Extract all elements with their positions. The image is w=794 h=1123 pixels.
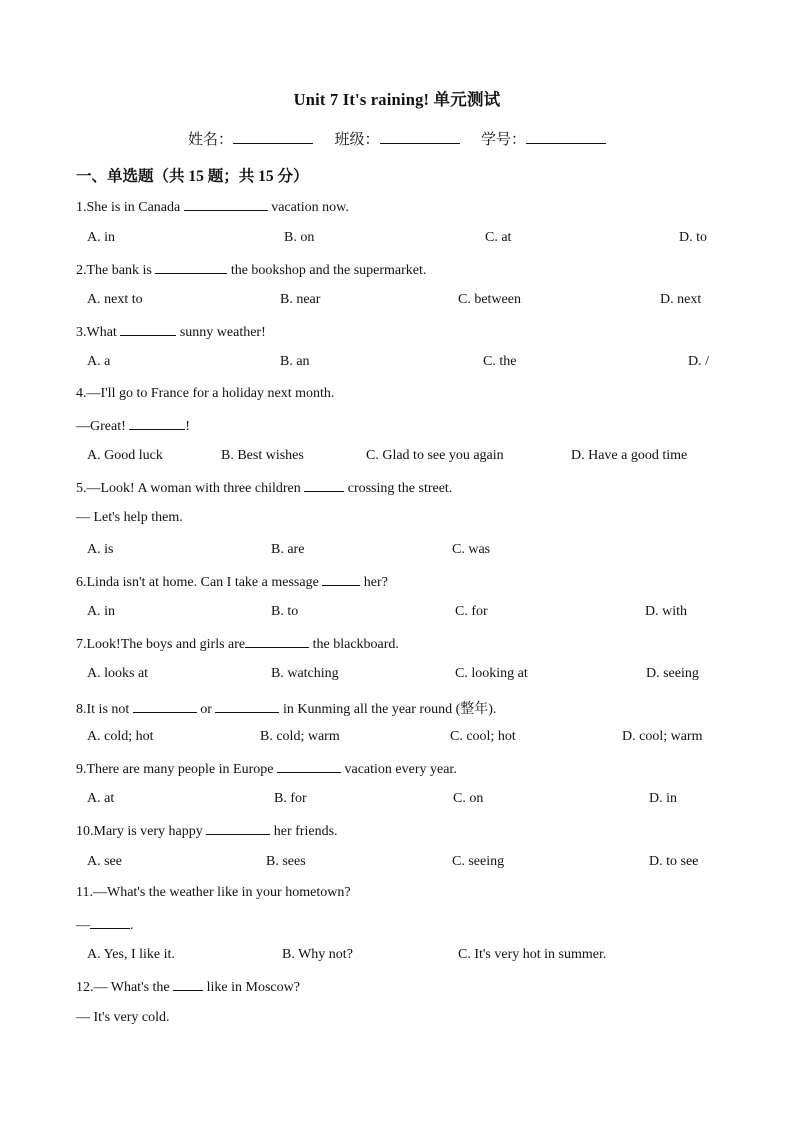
question-2-option-c[interactable]: C. between — [458, 292, 521, 307]
question-8-option-d[interactable]: D. cool; warm — [622, 729, 703, 744]
answer-blank[interactable] — [277, 760, 341, 773]
question-6-option-d[interactable]: D. with — [645, 604, 687, 619]
question-1-option-c[interactable]: C. at — [485, 230, 512, 245]
question-5-option-b[interactable]: B. are — [271, 542, 305, 557]
question-12-reply: — It's very cold. — [76, 1010, 170, 1025]
question-11-option-a[interactable]: A. Yes, I like it. — [87, 947, 175, 962]
question-9-stem: 9.There are many people in Europe vacation every year. — [76, 762, 457, 777]
question-7-option-b[interactable]: B. watching — [271, 666, 339, 681]
question-10-option-d[interactable]: D. to see — [649, 854, 699, 869]
question-2-option-a[interactable]: A. next to — [87, 292, 143, 307]
name-label: 姓名： — [188, 132, 234, 148]
question-1-stem: 1.She is in Canada vacation now. — [76, 200, 349, 215]
question-5-option-a[interactable]: A. is — [87, 542, 114, 557]
question-4-option-a[interactable]: A. Good luck — [87, 448, 163, 463]
page-title: Unit 7 It's raining! 单元测试 — [293, 90, 501, 109]
question-3-stem: 3.What sunny weather! — [76, 325, 266, 340]
question-8-stem: 8.It is not or in Kunming all the year round (整年). — [76, 702, 497, 717]
answer-blank[interactable] — [304, 479, 344, 492]
question-3-option-d[interactable]: D. / — [688, 354, 709, 369]
question-2-option-d[interactable]: D. next — [660, 292, 702, 307]
question-7-option-a[interactable]: A. looks at — [87, 666, 149, 681]
question-5-reply: — Let's help them. — [76, 510, 183, 525]
question-1-option-b[interactable]: B. on — [284, 230, 315, 245]
question-3-option-a[interactable]: A. a — [87, 354, 111, 369]
answer-blank[interactable] — [184, 198, 268, 211]
answer-blank[interactable] — [173, 978, 203, 991]
question-9-option-a[interactable]: A. at — [87, 791, 115, 806]
answer-blank[interactable] — [245, 635, 309, 648]
question-2-option-b[interactable]: B. near — [280, 292, 321, 307]
answer-blank[interactable] — [133, 700, 197, 713]
question-6-stem: 6.Linda isn't at home. Can I take a message her? — [76, 575, 388, 590]
number-label: 学号： — [481, 132, 527, 148]
question-4-option-c[interactable]: C. Glad to see you again — [366, 448, 504, 463]
question-12-stem: 12.— What's the like in Moscow? — [76, 980, 300, 995]
class-blank[interactable] — [380, 129, 460, 144]
answer-blank[interactable] — [129, 417, 185, 430]
question-11-option-b[interactable]: B. Why not? — [282, 947, 353, 962]
question-9-option-c[interactable]: C. on — [453, 791, 484, 806]
question-7-option-c[interactable]: C. looking at — [455, 666, 528, 681]
question-4-option-d[interactable]: D. Have a good time — [571, 448, 688, 463]
class-label: 班级： — [334, 132, 380, 148]
question-8-option-b[interactable]: B. cold; warm — [260, 729, 340, 744]
question-4-stem: 4.—I'll go to France for a holiday next month. — [76, 386, 335, 401]
question-6-option-b[interactable]: B. to — [271, 604, 299, 619]
question-11-reply: — . — [76, 918, 134, 933]
question-3-option-b[interactable]: B. an — [280, 354, 310, 369]
question-3-option-c[interactable]: C. the — [483, 354, 517, 369]
question-11-option-c[interactable]: C. It's very hot in summer. — [458, 947, 607, 962]
answer-blank[interactable] — [90, 916, 130, 929]
question-7-option-d[interactable]: D. seeing — [646, 666, 699, 681]
answer-blank[interactable] — [120, 323, 176, 336]
question-4-reply: —Great! ! — [76, 419, 190, 434]
section-title: 一、单选题（共 15 题；共 15 分） — [76, 168, 309, 185]
question-4-option-b[interactable]: B. Best wishes — [221, 448, 304, 463]
answer-blank[interactable] — [322, 573, 360, 586]
question-10-option-b[interactable]: B. sees — [266, 854, 306, 869]
answer-blank[interactable] — [155, 261, 227, 274]
question-11-stem: 11.—What's the weather like in your hometown? — [76, 885, 351, 900]
question-5-stem: 5.—Look! A woman with three children crossing the street. — [76, 481, 453, 496]
question-8-option-c[interactable]: C. cool; hot — [450, 729, 516, 744]
question-1-option-d[interactable]: D. to — [679, 230, 707, 245]
student-info-row — [188, 128, 606, 149]
question-8-option-a[interactable]: A. cold; hot — [87, 729, 154, 744]
answer-blank[interactable] — [206, 822, 270, 835]
question-10-option-a[interactable]: A. see — [87, 854, 122, 869]
question-9-option-d[interactable]: D. in — [649, 791, 677, 806]
question-5-option-c[interactable]: C. was — [452, 542, 491, 557]
question-1-option-a[interactable]: A. in — [87, 230, 115, 245]
question-9-option-b[interactable]: B. for — [274, 791, 307, 806]
number-blank[interactable] — [526, 129, 606, 144]
answer-blank[interactable] — [215, 700, 279, 713]
question-7-stem: 7.Look!The boys and girls are the blackboard. — [76, 637, 399, 652]
name-blank[interactable] — [233, 129, 313, 144]
question-2-stem: 2.The bank is the bookshop and the supermarket. — [76, 263, 427, 278]
question-10-option-c[interactable]: C. seeing — [452, 854, 505, 869]
question-6-option-c[interactable]: C. for — [455, 604, 488, 619]
question-6-option-a[interactable]: A. in — [87, 604, 115, 619]
question-10-stem: 10.Mary is very happy her friends. — [76, 824, 338, 839]
